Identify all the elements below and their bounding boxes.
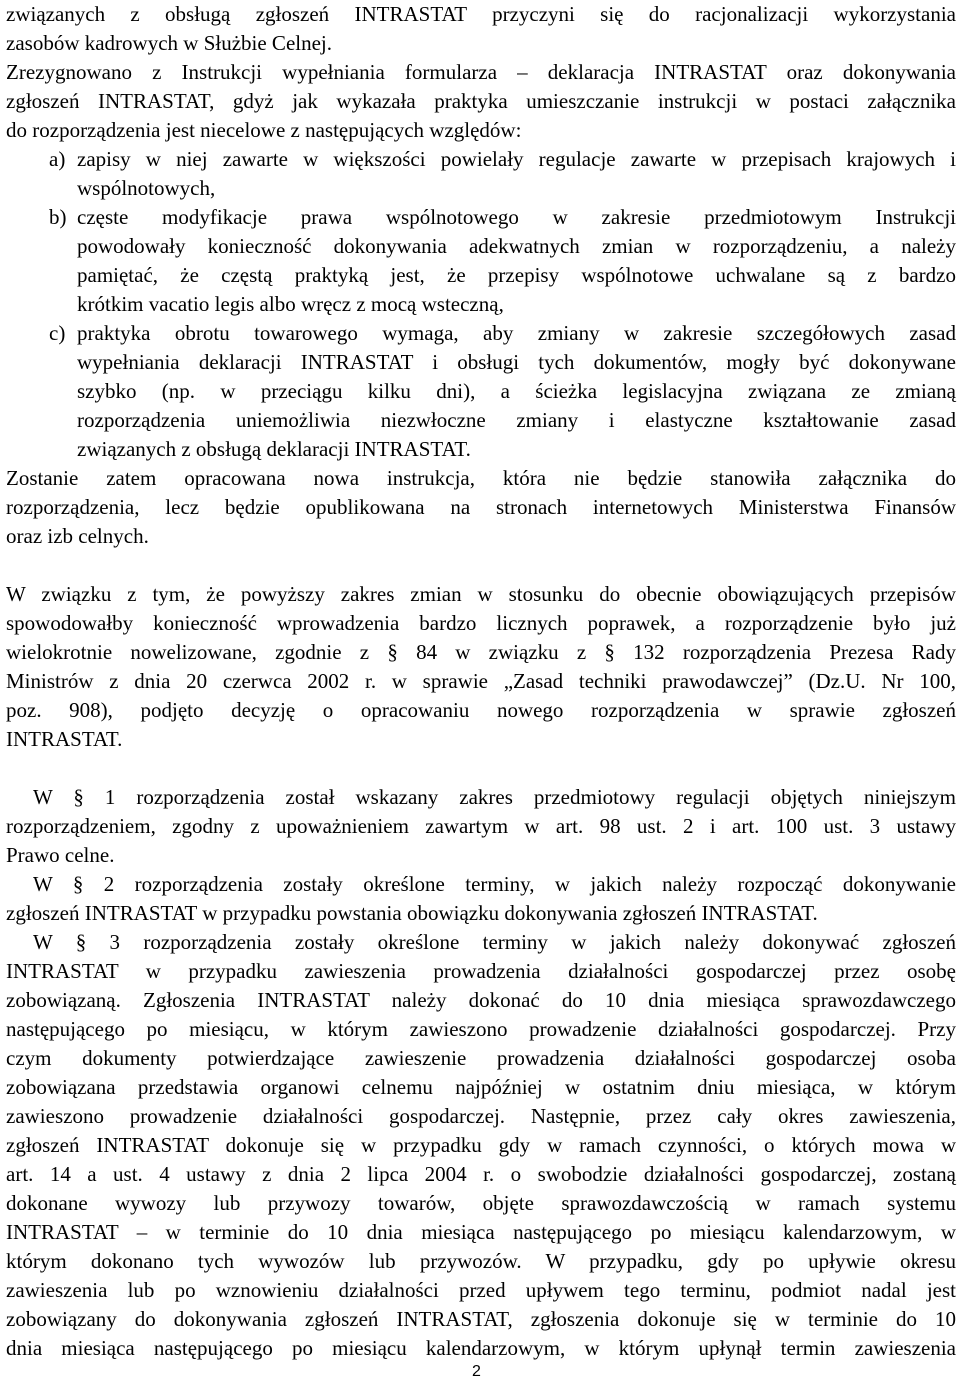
page-number: 2 <box>472 1363 481 1380</box>
text-line: dokonane wywozy lub przywozy towarów, objęte sprawozdawczością w ramach systemu <box>6 1191 956 1215</box>
paragraph-section-3 <box>6 928 956 1363</box>
text-line: wypełniania deklaracji INTRASTAT i obsługi tych dokumentów, mogły być dokonywane <box>77 350 956 374</box>
text-line: oraz izb celnych. <box>6 524 149 548</box>
text-line: następującego po miesiącu, w którym zawieszono prowadzenie działalności gospodarczej. Przy <box>6 1017 956 1041</box>
text-line: szybko (np. w przeciągu kilku dni), a ścieżka legislacyjna związana ze zmianą <box>77 379 956 403</box>
text-line: którym dokonano tych wywozów lub przywozów. W przypadku, gdy po upływie okresu <box>6 1249 956 1273</box>
document-page <box>6 0 956 1363</box>
text-line: zgłoszeń INTRASTAT dokonuje się w przypadku gdy w ramach czynności, o których mowa w <box>6 1133 956 1157</box>
text-line: czym dokumenty potwierdzające zawieszenie prowadzenia działalności gospodarczej osoba <box>6 1046 956 1070</box>
paragraph-spacer <box>6 551 956 580</box>
text-line: rozporządzenia uniemożliwia niezwłoczne zmiany i elastyczne kształtowanie zasad <box>77 408 956 432</box>
text-line: INTRASTAT – w terminie do 10 dnia miesiąca następującego po miesiącu kalendarzowym, w <box>6 1220 956 1244</box>
list-item-b <box>6 203 956 319</box>
text-line: pamiętać, że częstą praktyką jest, że przepisy wspólnotowe uchwalane są z bardzo <box>77 263 956 287</box>
text-line: poz. 908), podjęto decyzję o opracowaniu nowego rozporządzenia w sprawie zgłoszeń <box>6 698 956 722</box>
text-line: art. 14 a ust. 4 ustawy z dnia 2 lipca 2004 r. o swobodzie działalności gospodarczej, zostaną <box>6 1162 956 1186</box>
text-line: zawieszono prowadzenie działalności gospodarczej. Następnie, przez cały okres zawieszenia, <box>6 1104 956 1128</box>
text-line: Prawo celne. <box>6 843 115 867</box>
text-line: zgłoszeń INTRASTAT w przypadku powstania obowiązku dokonywania zgłoszeń INTRASTAT. <box>6 901 818 925</box>
text-line: zobowiązana przedstawia organowi celnemu najpóźniej w ostatnim dniu miesiąca, w którym <box>6 1075 956 1099</box>
text-line: do rozporządzenia jest niecelowe z następujących względów: <box>6 118 522 142</box>
list-item-c <box>6 319 956 464</box>
text-line: zapisy w niej zawarte w większości powielały regulacje zawarte w przepisach krajowych i <box>77 147 956 171</box>
text-line: powodowały konieczność dokonywania adekwatnych zmian w rozporządzeniu, a należy <box>77 234 956 258</box>
text-line: Zostanie zatem opracowana nowa instrukcja, która nie będzie stanowiła załącznika do <box>6 466 956 490</box>
text-line: praktyka obrotu towarowego wymaga, aby zmiany w zakresie szczegółowych zasad <box>77 321 956 345</box>
text-line: W § 3 rozporządzenia zostały określone terminy w jakich należy dokonywać zgłoszeń <box>33 930 956 954</box>
list-item-label: b) <box>49 205 67 229</box>
text-line: zgłoszeń INTRASTAT, gdyż jak wykazała praktyka umieszczanie instrukcji w postaci załącznika <box>6 89 956 113</box>
text-line: krótkim vacatio legis albo wręcz z mocą wsteczną, <box>77 292 504 316</box>
paragraph-spacer <box>6 754 956 783</box>
text-line: zasobów kadrowych w Służbie Celnej. <box>6 31 333 55</box>
list-item-a <box>6 145 956 203</box>
text-line: INTRASTAT. <box>6 727 123 751</box>
text-line: Zrezygnowano z Instrukcji wypełniania formularza – deklaracja INTRASTAT oraz dokonywania <box>6 60 956 84</box>
text-line: Ministrów z dnia 20 czerwca 2002 r. w sprawie „Zasad techniki prawodawczej” (Dz.U. Nr 100, <box>6 669 956 693</box>
text-line: spowodowałby konieczność wprowadzenia bardzo licznych poprawek, a rozporządzenie było już <box>6 611 956 635</box>
paragraph-section-1 <box>6 783 956 870</box>
text-line: związanych z obsługą zgłoszeń INTRASTAT przyczyni się do racjonalizacji wykorzystania <box>6 2 956 26</box>
intro-paragraph <box>6 0 956 145</box>
text-line: zawieszenia lub po wznowieniu działalności przed upływem tego terminu, podmiot nadal jest <box>6 1278 956 1302</box>
list-item-label: c) <box>49 321 66 345</box>
text-line: dnia miesiąca następującego po miesiącu kalendarzowym, w którym upłynął termin zawieszenia <box>6 1336 956 1360</box>
after-list-paragraph <box>6 464 956 551</box>
paragraph-section-change <box>6 580 956 754</box>
text-line: zobowiązaną. Zgłoszenia INTRASTAT należy dokonać do 10 dnia miesiąca sprawozdawczego <box>6 988 956 1012</box>
text-line: wielokrotnie nowelizowane, zgodnie z § 84 w związku z § 132 rozporządzenia Prezesa Rady <box>6 640 956 664</box>
text-line: zobowiązany do dokonywania zgłoszeń INTRASTAT, zgłoszenia dokonuje się w terminie do 10 <box>6 1307 956 1331</box>
text-line: rozporządzeniem, zgodny z upoważnieniem zawartym w art. 98 ust. 2 i art. 100 ust. 3 ustawy <box>6 814 956 838</box>
text-line: częste modyfikacje prawa wspólnotowego w zakresie przedmiotowym Instrukcji <box>77 205 956 229</box>
paragraph-section-2 <box>6 870 956 928</box>
text-line: wspólnotowych, <box>77 176 216 200</box>
text-line: W § 2 rozporządzenia zostały określone terminy, w jakich należy rozpocząć dokonywanie <box>33 872 956 896</box>
text-line: związanych z obsługą deklaracji INTRASTAT. <box>77 437 471 461</box>
text-line: rozporządzenia, lecz będzie opublikowana na stronach internetowych Ministerstwa Finansów <box>6 495 956 519</box>
text-line: W związku z tym, że powyższy zakres zmian w stosunku do obecnie obowiązujących przepisów <box>6 582 956 606</box>
text-line: W § 1 rozporządzenia został wskazany zakres przedmiotowy regulacji objętych niniejszym <box>33 785 956 809</box>
list-item-label: a) <box>49 147 66 171</box>
text-line: INTRASTAT w przypadku zawieszenia prowadzenia działalności gospodarczej przez osobę <box>6 959 956 983</box>
